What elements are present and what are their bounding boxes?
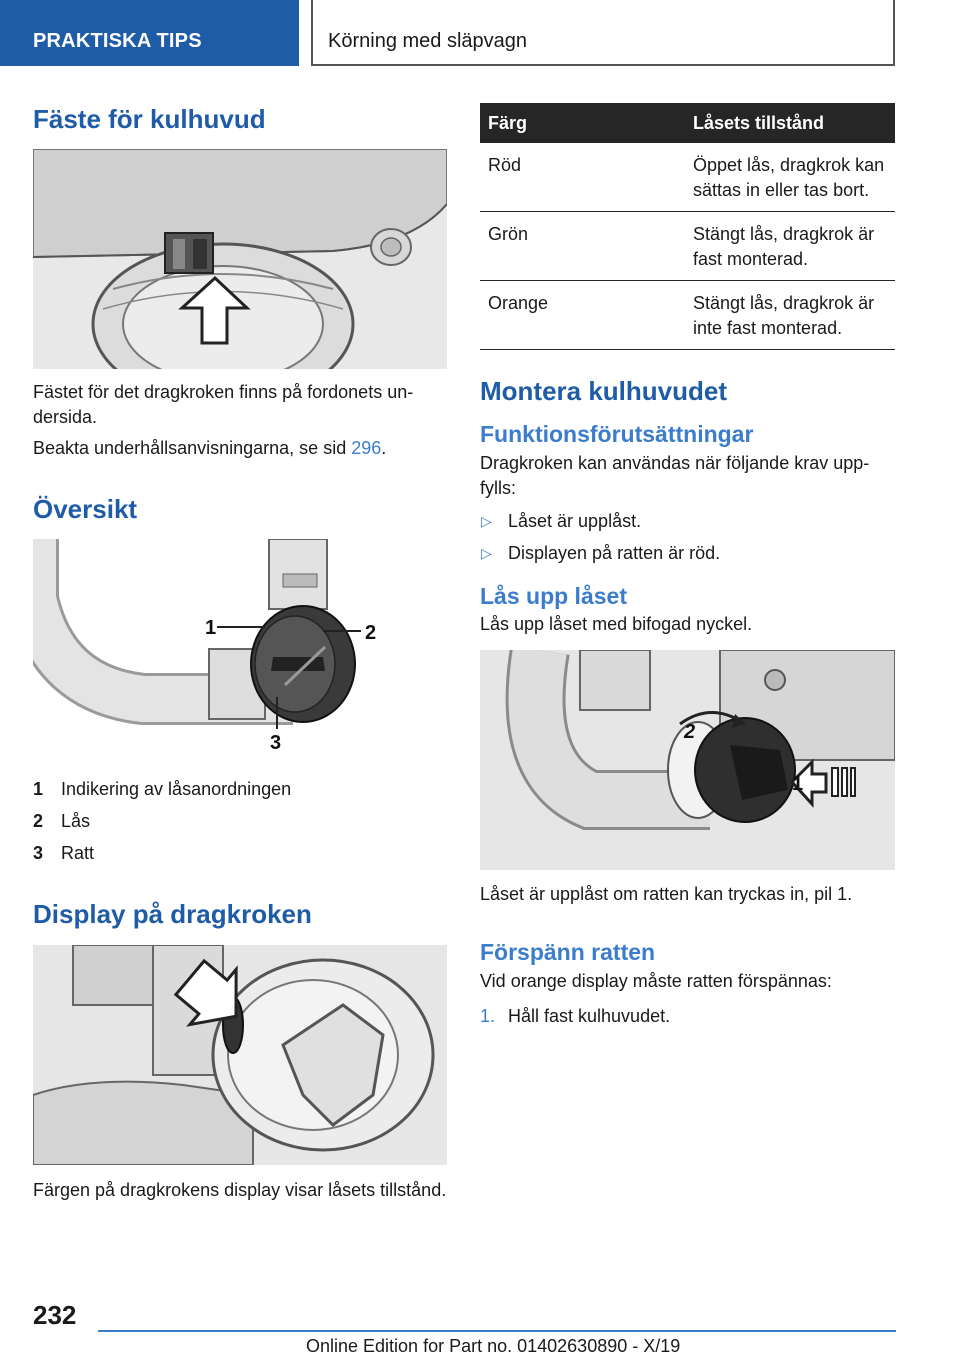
table-row	[480, 281, 895, 350]
table-cell-color: Orange	[480, 281, 685, 350]
table-header-color: Färg	[480, 103, 685, 143]
subheading-forspann: Förspänn ratten	[480, 939, 656, 966]
chapter-label: Körning med släpvagn	[328, 30, 528, 52]
list-item	[480, 505, 895, 537]
table-cell-state: Stängt lås, dragkrok är fast monterad.	[685, 212, 895, 281]
paragraph-display: Färgen på dragkrokens display visar låsets tillstånd.	[33, 1179, 447, 1200]
table-cell-state: Stängt lås, dragkrok är inte fast monterad.	[685, 281, 895, 350]
illustration-hitch-mount	[33, 149, 447, 369]
step-text: Håll fast kulhuvudet.	[508, 1005, 671, 1026]
legend-text: Indikering av låsanordningen	[61, 779, 292, 800]
callout-1: 1	[792, 773, 804, 796]
legend-number: 1	[33, 779, 44, 800]
legend-text: Ratt	[61, 843, 95, 864]
paragraph-las-upp: Lås upp låset med bifogad nyckel.	[480, 614, 753, 635]
section-label: PRAKTISKA TIPS	[33, 30, 202, 52]
step-item	[480, 1002, 895, 1030]
legend-number: 3	[33, 843, 44, 864]
legend-number: 2	[33, 811, 44, 832]
requirements-list	[480, 505, 895, 569]
page-ref-link[interactable]: 296	[351, 438, 382, 459]
table-row	[480, 212, 895, 281]
triangle-bullet-icon: ▷	[481, 512, 492, 529]
heading-faste: Fäste för kulhuvud	[33, 104, 266, 134]
paragraph-faste-2	[33, 436, 447, 461]
paragraph-unlocked: Låset är upplåst om ratten kan tryckas in, pil 1.	[480, 884, 853, 905]
lock-status-table	[480, 103, 895, 350]
illustration-unlock	[480, 650, 895, 870]
illustration-display	[33, 945, 447, 1165]
chapter-box	[311, 0, 895, 66]
left-column	[33, 100, 447, 1203]
paragraph-faste-1: Fästet för det dragkroken finns på fordonets undersida.	[33, 382, 414, 428]
section-tab	[0, 0, 299, 66]
legend-text: Lås	[61, 811, 91, 832]
callout-2: 2	[365, 622, 377, 645]
table-header-row	[480, 103, 895, 143]
paragraph-funktion: Dragkroken kan användas när följande krav uppfylls:	[480, 452, 870, 498]
table-cell-color: Grön	[480, 212, 685, 281]
heading-oversikt: Översikt	[33, 494, 138, 525]
illustration-overview	[33, 539, 447, 759]
footer-divider	[98, 1330, 896, 1332]
table-row	[480, 143, 895, 212]
table-cell-state: Öppet lås, dragkrok kan sättas in eller tas bort.	[685, 143, 895, 212]
paragraph-faste-2-end: .	[381, 438, 387, 459]
table-cell-color: Röd	[480, 143, 685, 212]
callout-1: 1	[205, 617, 217, 640]
subheading-las-upp: Lås upp låset	[480, 582, 627, 609]
paragraph-faste-2-text: Beakta underhållsanvisningarna, se sid	[33, 438, 352, 459]
legend-item	[33, 837, 447, 869]
page-header	[0, 0, 960, 66]
heading-montera: Montera kulhuvudet	[480, 376, 728, 406]
footer-edition: Online Edition for Part no. 01402630890 - X/19	[306, 1336, 681, 1356]
step-number: 1.	[480, 1005, 496, 1026]
list-item	[480, 537, 895, 569]
page-number: 232	[33, 1300, 77, 1330]
table-header-state: Låsets tillstånd	[685, 103, 895, 143]
list-item-text: Displayen på ratten är röd.	[508, 542, 721, 563]
heading-display: Display på dragkroken	[33, 899, 312, 930]
callout-2: 2	[684, 721, 696, 744]
callout-3: 3	[270, 732, 282, 755]
right-column	[480, 103, 895, 1030]
triangle-bullet-icon: ▷	[481, 544, 492, 561]
legend-item	[33, 805, 447, 837]
paragraph-forspann: Vid orange display måste ratten förspännas:	[480, 970, 832, 991]
list-item-text: Låset är upplåst.	[508, 510, 642, 531]
legend-item	[33, 773, 447, 805]
overview-legend	[33, 773, 447, 869]
subheading-funktion: Funktionsförutsättningar	[480, 421, 754, 448]
steps-list	[480, 1002, 895, 1030]
